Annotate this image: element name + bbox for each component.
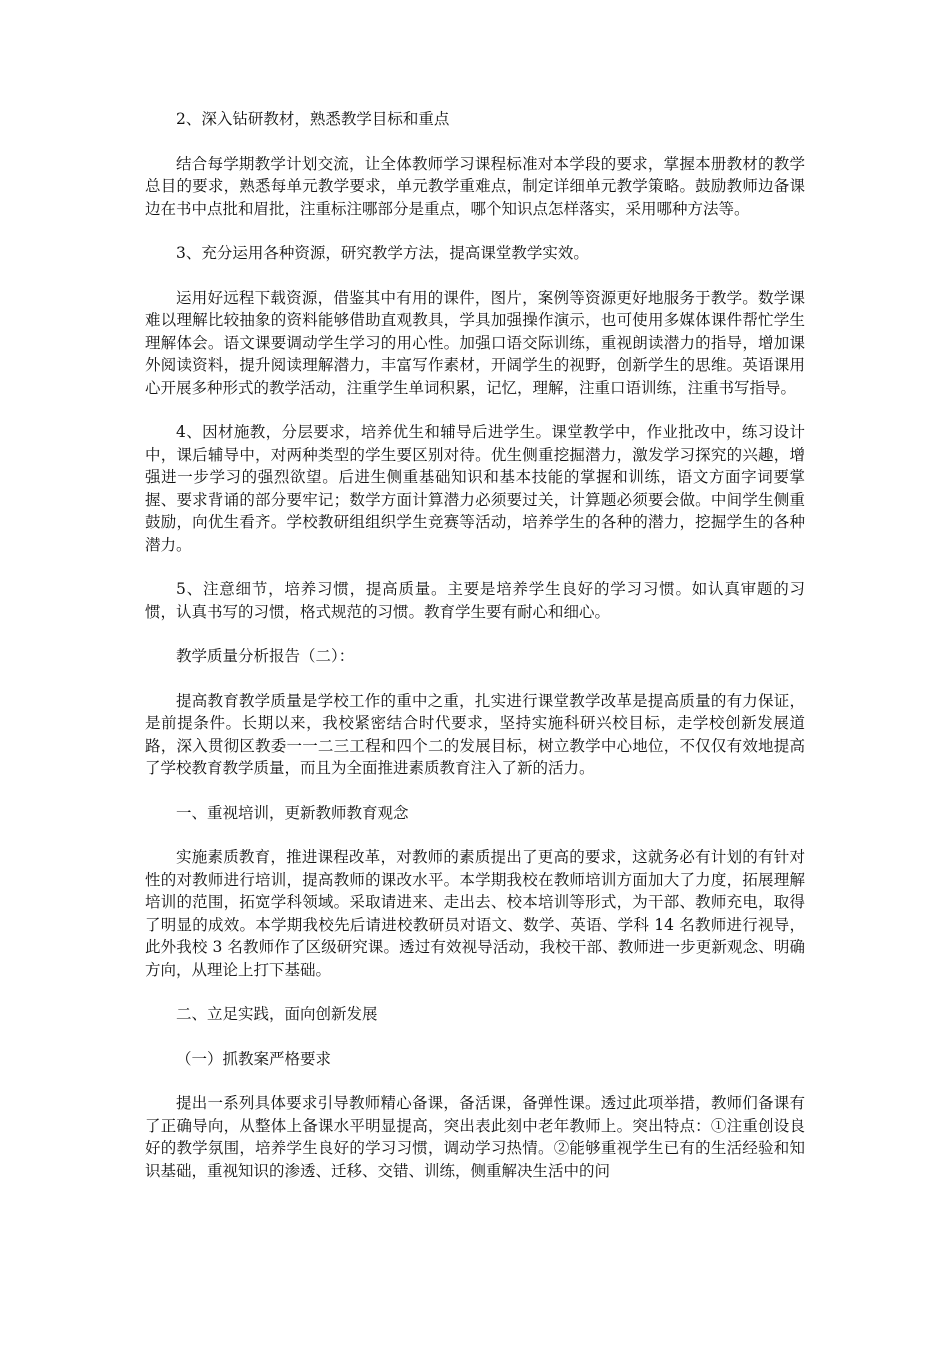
section-heading: 一、重视培训，更新教师教育观念 <box>176 803 409 822</box>
paragraph: 实施素质教育，推进课程改革，对教师的素质提出了更高的要求，这就务必有计划的有针对性的对教师进行培训，提高教师的课改水平。本学期我校在教师培训方面加大了力度，拓展理解培训的范围，拓宽学科领域。采取请进来、走出去、校本培训等形式，为干部、教师充电，取得了明显的成效。本学期我校先后请进校教研员对语文、数学、英语、学科 14 名教师进行视导，此外我校 3 名教师作了区级研究课。透过有效视导活动，我校干部、教师进一步更新观念、明确方向，从理论上打下基础。 <box>145 848 805 979</box>
paragraph: 提出一系列具体要求引导教师精心备课，备活课，备弹性课。透过此项举措，教师们备课有了正确导向，从整体上备课水平明显提高，突出表此刻中老年教师上。突出特点：①注重创设良好的教学氛围，培养学生良好的学习习惯，调动学习热情。②能够重视学生已有的生活经验和知识基础，重视知识的渗透、迁移、交错、训练，侧重解决生活中的问 <box>145 1094 805 1180</box>
paragraph: 提高教育教学质量是学校工作的重中之重，扎实进行课堂教学改革是提高质量的有力保证，是前提条件。长期以来，我校紧密结合时代要求，坚持实施科研兴校目标，走学校创新发展道路，深入贯彻区教委一一二三工程和四个二的发展目标，树立教学中心地位，不仅仅有效地提高了学校教育教学质量，而且为全面推进素质教育注入了新的活力。 <box>145 691 805 777</box>
paragraph: 运用好远程下载资源，借鉴其中有用的课件，图片，案例等资源更好地服务于教学。数学课难以理解比较抽象的资料能够借助直观教具，学具加强操作演示，也可使用多媒体课件帮忙学生理解体会。语文课要调动学生学习的用心性。加强口语交际训练，重视朗读潜力的指导，增加课外阅读资料，提升阅读理解潜力，丰富写作素材，开阔学生的视野，创新学生的思维。英语课用心开展多种形式的教学活动，注重学生单词积累，记忆，理解，注重口语训练，注重书写指导。 <box>145 288 805 397</box>
section-heading: 2、深入钻研教材，熟悉教学目标和重点 <box>176 110 450 128</box>
document-page <box>145 108 805 1204</box>
report-title: 教学质量分析报告（二）： <box>176 647 355 665</box>
paragraph: 结合每学期教学计划交流，让全体教师学习课程标准对本学段的要求，掌握本册教材的教学总目的要求，熟悉每单元教学要求，单元教学重难点，制定详细单元教学策略。鼓励教师边备课边在书中点批和眉批，注重标注哪部分是重点，哪个知识点怎样落实，采用哪种方法等。 <box>145 154 805 218</box>
subsection-heading: （一）抓教案严格要求 <box>176 1049 332 1068</box>
section-heading: 3、充分运用各种资源，研究教学方法，提高课堂教学实效。 <box>176 244 589 262</box>
section-heading: 二、立足实践，面向创新发展 <box>176 1005 378 1023</box>
paragraph: 4、因材施教，分层要求，培养优生和辅导后进学生。课堂教学中，作业批改中，练习设计中，课后辅导中，对两种类型的学生要区别对待。优生侧重挖掘潜力，激发学习探究的兴趣，增强进一步学习的强烈欲望。后进生侧重基础知识和基本技能的掌握和训练，语文方面字词要掌握、要求背诵的部分要牢记；数学方面计算潜力必须要过关，计算题必须要会做。中间学生侧重鼓励，向优生看齐。学校教研组组织学生竞赛等活动，培养学生的各种的潜力，挖掘学生的各种潜力。 <box>145 423 805 554</box>
paragraph: 5、注意细节，培养习惯，提高质量。主要是培养学生良好的学习习惯。如认真审题的习惯，认真书写的习惯，格式规范的习惯。教育学生要有耐心和细心。 <box>145 580 805 621</box>
